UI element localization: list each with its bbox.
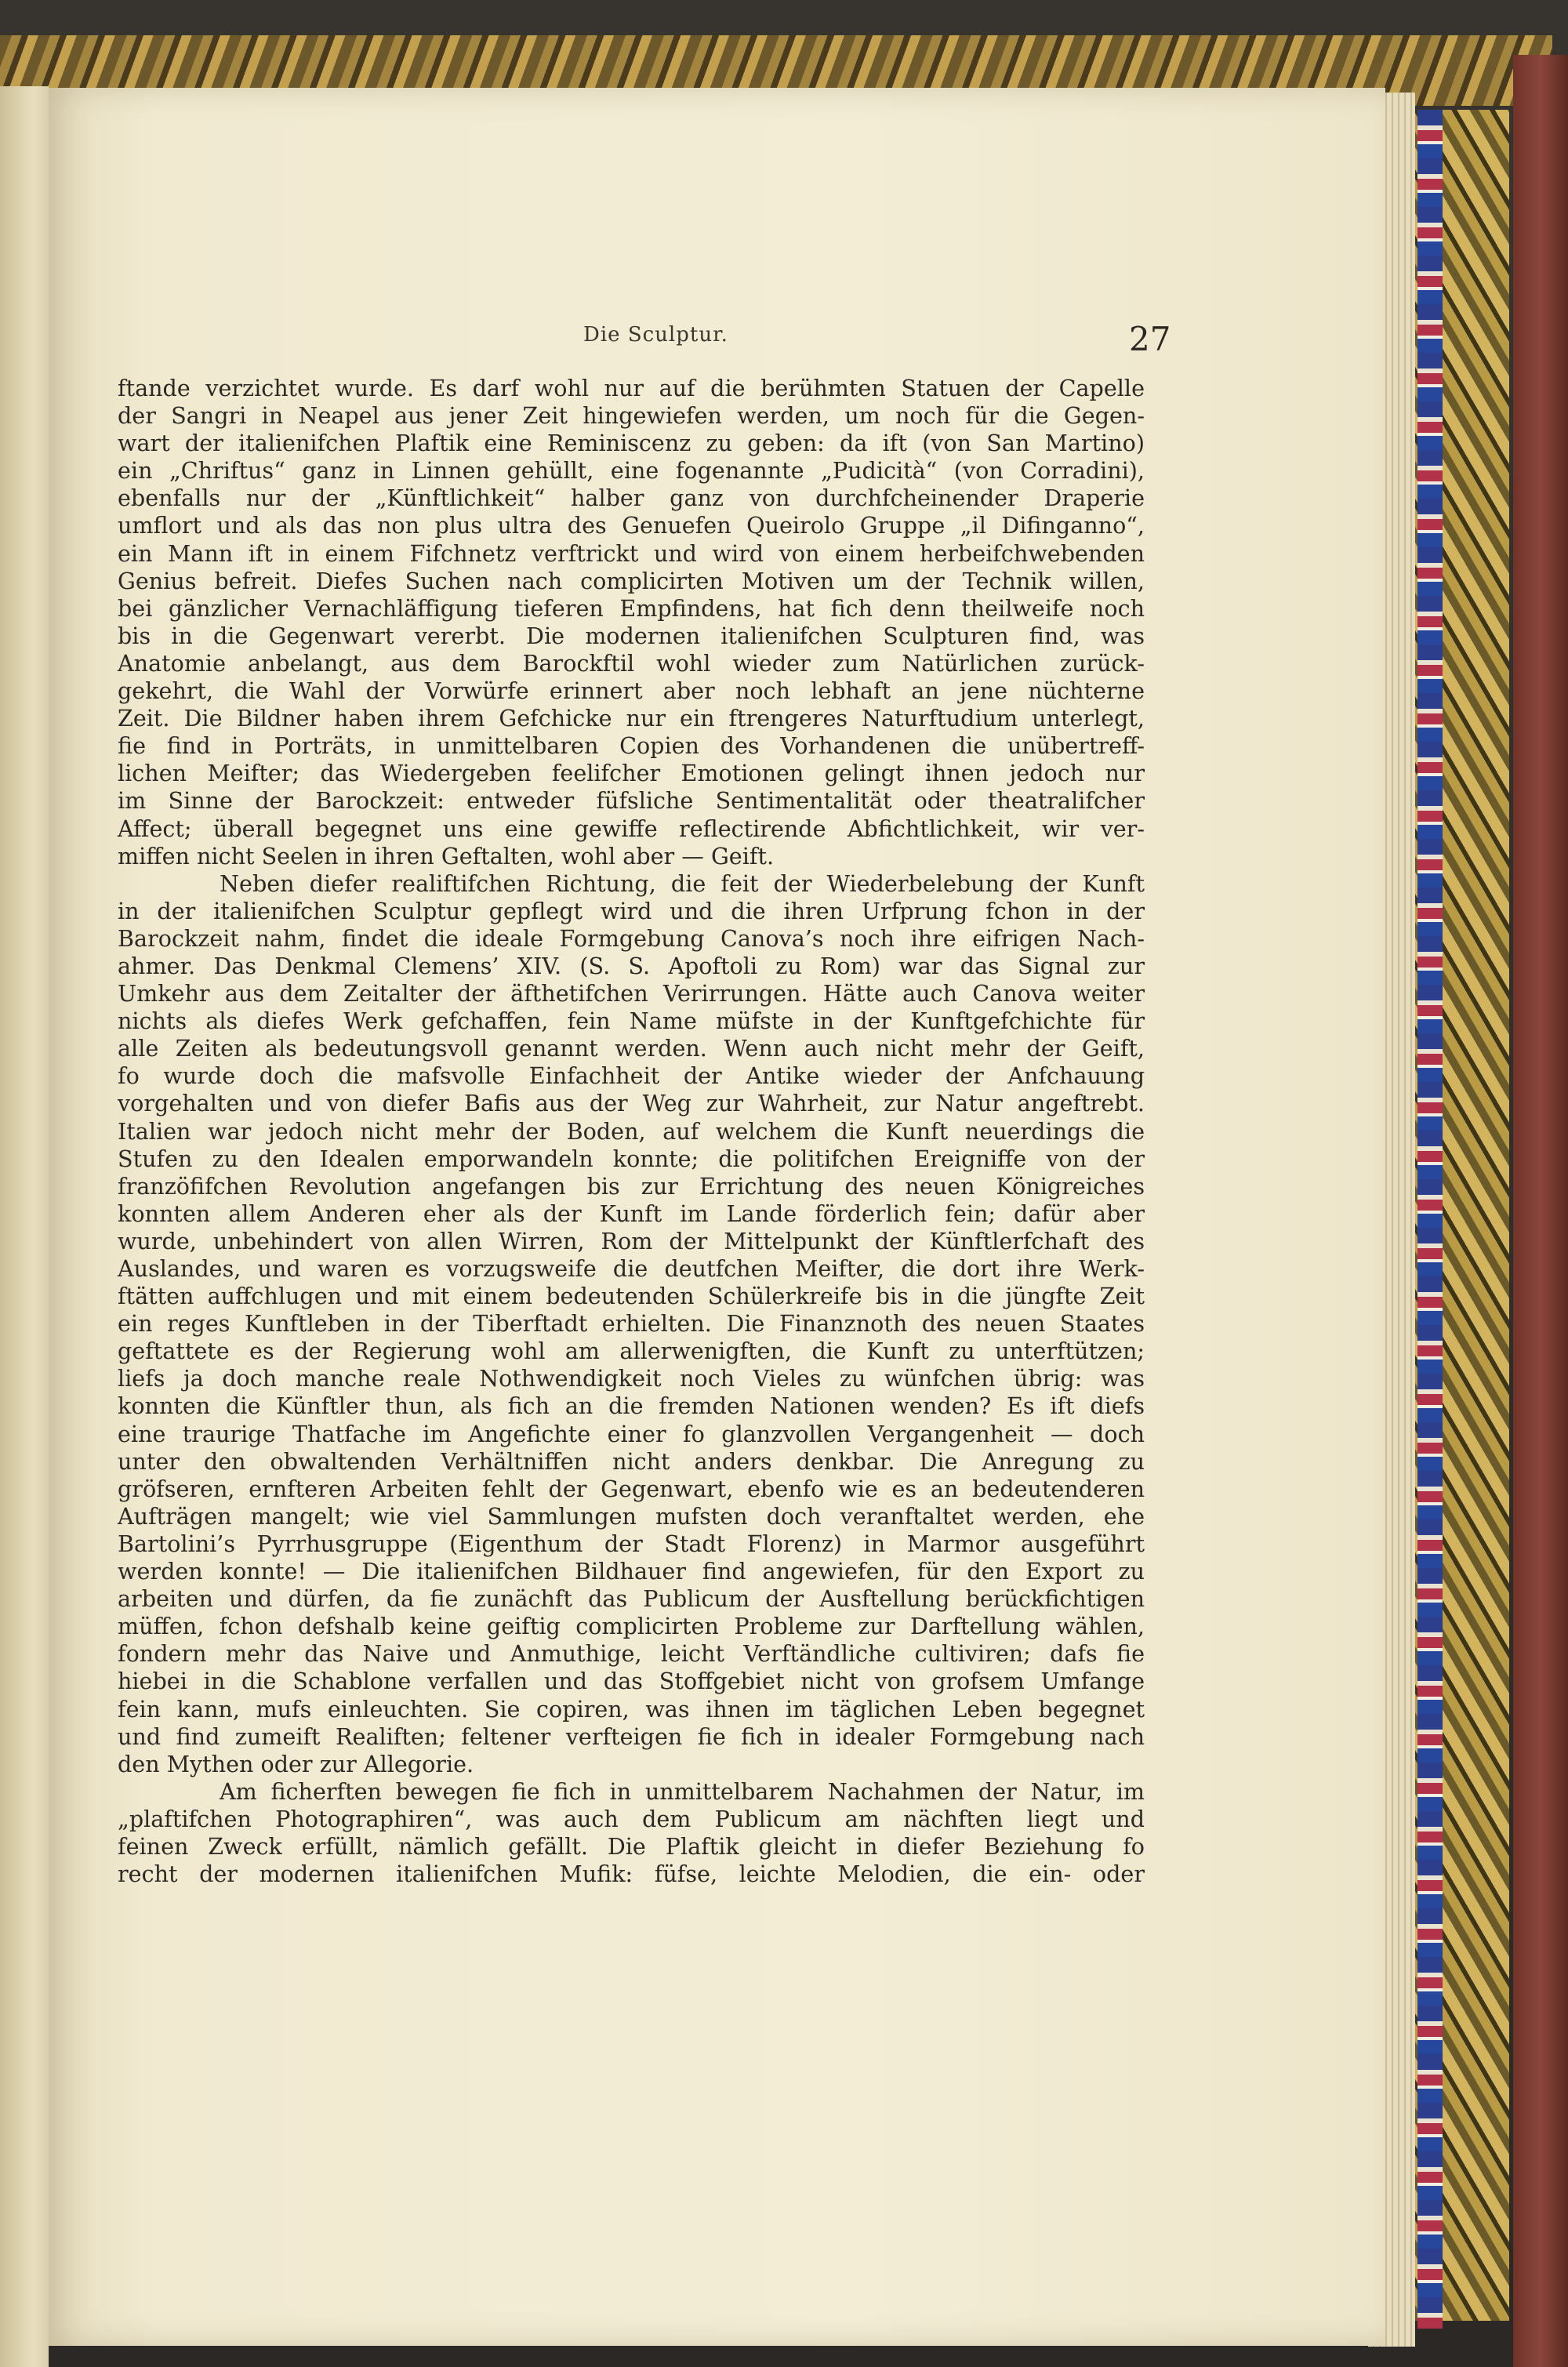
paragraph-end-line: den Mythen oder zur Allegorie.	[118, 1750, 474, 1777]
text-line: in der italienifchen Sculptur gepflegt wird und die ihren Urfprung fchon in der	[118, 897, 1145, 924]
marbled-page-edge	[1417, 110, 1443, 2329]
text-line: fondern mehr das Naive und Anmuthige, leicht Verftändliche cultiviren; dafs fie	[118, 1640, 1145, 1668]
text-line: Anatomie anbelangt, aus dem Barockftil wohl wieder zum Natürlichen zurück-	[118, 649, 1145, 677]
running-head: Die Sculptur.	[583, 323, 728, 347]
text-line: wurde, unbehindert von allen Wirren, Rom der Mittelpunkt der Künftlerfchaft des	[118, 1227, 1145, 1254]
text-line: im Sinne der Barockzeit: entweder füfsliche Sentimentalität oder theatralifcher	[118, 787, 1145, 815]
text-line: Genius befreit. Diefes Suchen nach complicirten Motiven um der Technik willen,	[118, 567, 1145, 594]
text-line: Barockzeit nahm, findet die ideale Formgebung Canova’s noch ihre eifrigen Nach-	[118, 924, 1145, 952]
text-line: konnten die Künftler thun, als fich an die fremden Nationen wenden? Es ift diefs	[118, 1392, 1145, 1420]
text-line: franzöfifchen Revolution angefangen bis zur Errichtung des neuen Königreiches	[118, 1172, 1145, 1200]
text-line: lichen Meifter; das Wiedergeben feelifcher Emotionen gelingt ihnen jedoch nur	[118, 760, 1145, 787]
text-line: Aufträgen mangelt; wie viel Sammlungen mufsten doch veranftaltet werden, ehe	[118, 1502, 1145, 1530]
text-line: fein kann, mufs einleuchten. Sie copiren, was ihnen im täglichen Leben begegnet	[118, 1695, 1145, 1723]
text-line: eine traurige Thatfache im Angefichte einer fo glanzvollen Vergangenheit — doch	[118, 1420, 1145, 1447]
text-line: Umkehr aus dem Zeitalter der äfthetifchen Verirrungen. Hätte auch Canova weiter	[118, 980, 1145, 1007]
text-line: wart der italienifchen Plaftik eine Reminiscenz zu geben: da ift (von San Martino)	[118, 430, 1145, 457]
text-line: bei gänzlicher Vernachläffigung tieferen Empfindens, hat fich denn theilweife noch	[118, 594, 1145, 622]
text-line: bis in die Gegenwart vererbt. Die modernen italienifchen Sculpturen find, was	[118, 622, 1145, 649]
text-line: Affect; überall begegnet uns eine gewiffe reflectirende Abfichtlichkeit, wir ver-	[118, 815, 1145, 842]
text-line: gekehrt, die Wahl der Vorwürfe erinnert aber noch lebhaft an jene nüchterne	[118, 677, 1145, 705]
text-line: ftätten auffchlugen und mit einem bedeutenden Schülerkreife bis in die jüngfte Zeit	[118, 1283, 1145, 1310]
text-line: recht der modernen italienifchen Mufik: füfse, leichte Melodien, die ein- oder	[118, 1861, 1145, 1888]
text-line: ahmer. Das Denkmal Clemens’ XIV. (S. S. Apoftoli zu Rom) war das Signal zur	[118, 952, 1145, 979]
text-line: ein „Chriftus“ ganz in Linnen gehüllt, eine fogenannte „Pudicità“ (von Corradini),	[118, 457, 1145, 485]
paragraph-first-line: Neben diefer realiftifchen Richtung, die feit der Wiederbelebung der Kunft	[220, 869, 1145, 897]
text-line: alle Zeiten als bedeutungsvoll genannt werden. Wenn auch nicht mehr der Geift,	[118, 1035, 1145, 1062]
text-line: Zeit. Die Bildner haben ihrem Gefchicke nur ein ftrengeres Naturftudium unterlegt,	[118, 705, 1145, 732]
paragraph-end-line: miffen nicht Seelen in ihren Geftalten, wohl aber — Geift.	[118, 842, 775, 869]
text-line: umflort und als das non plus ultra des Genuefen Queirolo Gruppe „il Difinganno“,	[118, 512, 1145, 539]
text-line: fo wurde doch die mafsvolle Einfachheit der Antike wieder der Anfchauung	[118, 1062, 1145, 1090]
text-line: ein reges Kunftleben in der Tiberftadt erhielten. Die Finanznoth des neuen Staates	[118, 1310, 1145, 1338]
text-line: ebenfalls nur der „Künftlichkeit“ halber ganz von durchfcheinender Draperie	[118, 485, 1145, 512]
text-line: feinen Zweck erfüllt, nämlich gefällt. Die Plaftik gleicht in diefer Beziehung fo	[118, 1832, 1145, 1860]
text-line: und find zumeift Realiften; feltener verfteigen fie fich in idealer Formgebung nach	[118, 1723, 1145, 1750]
body-text	[118, 375, 1145, 1888]
text-line: arbeiten und dürfen, da fie zunächft das Publicum der Ausftellung berückfichtigen	[118, 1585, 1145, 1613]
text-line: Bartolini’s Pyrrhusgruppe (Eigenthum der Stadt Florenz) in Marmor ausgeführt	[118, 1530, 1145, 1557]
text-line: der Sangri in Neapel aus jener Zeit hingewiefen werden, um noch für die Gegen-	[118, 402, 1145, 430]
text-line: konnten allem Anderen eher als der Kunft im Lande förderlich fein; dafür aber	[118, 1200, 1145, 1227]
text-line: müffen, fchon defshalb keine geiftig complicirten Probleme zur Darftellung wählen,	[118, 1613, 1145, 1640]
text-line: Italien war jedoch nicht mehr der Boden, auf welchem die Kunft neuerdings die	[118, 1117, 1145, 1145]
page-number: 27	[1129, 320, 1171, 358]
text-line: gröfseren, ernfteren Arbeiten fehlt der Gegenwart, ebenfo wie es an bedeutenderen	[118, 1475, 1145, 1502]
text-line: nichts als diefes Werk gefchaffen, fein Name müfste in der Kunftgefchichte für	[118, 1007, 1145, 1035]
text-line: werden konnte! — Die italienifchen Bildhauer find angewiefen, für den Export zu	[118, 1558, 1145, 1585]
text-line: ein Mann ift in einem Fifchnetz verftrickt und wird von einem herbeifchwebenden	[118, 539, 1145, 567]
text-line: hiebei in die Schablone verfallen und das Stoffgebiet nicht von grofsem Umfange	[118, 1668, 1145, 1695]
paragraph-first-line: Am ficherften bewegen fie fich in unmittelbarem Nachahmen der Natur, im	[220, 1777, 1145, 1805]
text-line: Auslandes, und waren es vorzugsweife die deutfchen Meifter, die dort ihre Werk-	[118, 1255, 1145, 1282]
text-line: ftande verzichtet wurde. Es darf wohl nur auf die berühmten Statuen der Capelle	[118, 375, 1145, 401]
text-line: „plaftifchen Photographiren“, was auch dem Publicum am nächften liegt und	[118, 1805, 1145, 1832]
text-line: liefs ja doch manche reale Nothwendigkeit noch Vieles zu wünfchen übrig: was	[118, 1365, 1145, 1392]
text-line: geftattete es der Regierung wohl am allerwenigften, die Kunft zu unterftützen;	[118, 1338, 1145, 1365]
text-line: vorgehalten und von diefer Bafis aus der Weg zur Wahrheit, zur Natur angeftrebt.	[118, 1090, 1145, 1117]
text-line: Stufen zu den Idealen emporwandeln konnte; die politifchen Ereigniffe von der	[118, 1145, 1145, 1172]
leather-cover-edge	[1513, 55, 1568, 2367]
text-line: unter den obwaltenden Verhältniffen nicht anders denkbar. Die Anregung zu	[118, 1447, 1145, 1475]
text-line: fie find in Porträts, in unmittelbaren Copien des Vorhandenen die unübertreff-	[118, 732, 1145, 760]
facing-page-edge	[0, 86, 49, 2367]
